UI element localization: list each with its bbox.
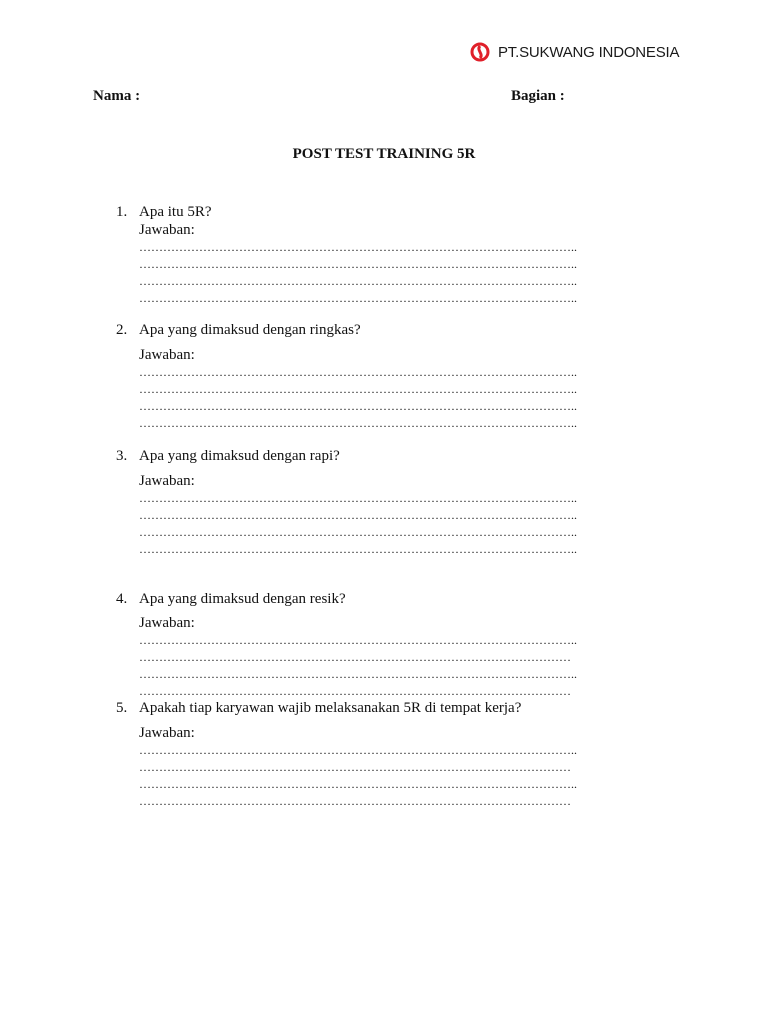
answer-line[interactable]: ………………………………………………………………………………………………..: [139, 743, 577, 757]
answer-label: Jawaban:: [139, 615, 195, 631]
answer-line[interactable]: ………………………………………………………………………………………………..: [139, 274, 577, 288]
question-5: [116, 699, 686, 810]
answer-label: Jawaban:: [139, 222, 195, 238]
company-logo: [470, 42, 679, 62]
question-2: [116, 321, 686, 432]
answer-line[interactable]: ………………………………………………………………………………………………..: [139, 257, 577, 271]
question-text: Apa yang dimaksud dengan ringkas?: [139, 322, 361, 338]
answer-line[interactable]: ………………………………………………………………………………………………: [139, 650, 571, 664]
answer-line[interactable]: ………………………………………………………………………………………………..: [139, 382, 577, 396]
question-text: Apa yang dimaksud dengan rapi?: [139, 448, 340, 464]
answer-line[interactable]: ………………………………………………………………………………………………..: [139, 777, 577, 791]
page-title: POST TEST TRAINING 5R: [292, 146, 476, 162]
answer-line[interactable]: ………………………………………………………………………………………………..: [139, 240, 577, 254]
answer-line[interactable]: ………………………………………………………………………………………………: [139, 760, 571, 774]
answer-label: Jawaban:: [139, 347, 195, 363]
question-number: 5.: [116, 700, 128, 716]
bagian-label: Bagian :: [511, 88, 565, 104]
nama-label: Nama :: [93, 88, 141, 104]
question-text: Apa itu 5R?: [139, 204, 212, 220]
answer-line[interactable]: ………………………………………………………………………………………………: [139, 684, 571, 698]
answer-line[interactable]: ………………………………………………………………………………………………..: [139, 508, 577, 522]
answer-label: Jawaban:: [139, 725, 195, 741]
answer-line[interactable]: ………………………………………………………………………………………………: [139, 794, 571, 808]
answer-line[interactable]: ………………………………………………………………………………………………..: [139, 542, 577, 556]
question-number: 3.: [116, 448, 128, 464]
answer-line[interactable]: ………………………………………………………………………………………………..: [139, 399, 577, 413]
answer-line[interactable]: ………………………………………………………………………………………………..: [139, 365, 577, 379]
answer-line[interactable]: ………………………………………………………………………………………………..: [139, 525, 577, 539]
company-name: PT.SUKWANG INDONESIA: [498, 43, 680, 61]
answer-line[interactable]: ………………………………………………………………………………………………..: [139, 491, 577, 505]
answer-line[interactable]: ………………………………………………………………………………………………..: [139, 633, 577, 647]
question-4: [116, 590, 686, 700]
question-number: 4.: [116, 591, 128, 607]
answer-label: Jawaban:: [139, 473, 195, 489]
answer-line[interactable]: ………………………………………………………………………………………………..: [139, 667, 577, 681]
answer-line[interactable]: ………………………………………………………………………………………………..: [139, 416, 577, 430]
sukwang-logo-icon: [470, 42, 490, 62]
question-1: [116, 203, 686, 307]
question-number: 2.: [116, 322, 128, 338]
question-text: Apa yang dimaksud dengan resik?: [139, 591, 346, 607]
question-3: [116, 447, 686, 558]
answer-line[interactable]: ………………………………………………………………………………………………..: [139, 291, 577, 305]
question-text: Apakah tiap karyawan wajib melaksanakan 5R di tempat kerja?: [139, 700, 522, 716]
question-number: 1.: [116, 204, 128, 220]
